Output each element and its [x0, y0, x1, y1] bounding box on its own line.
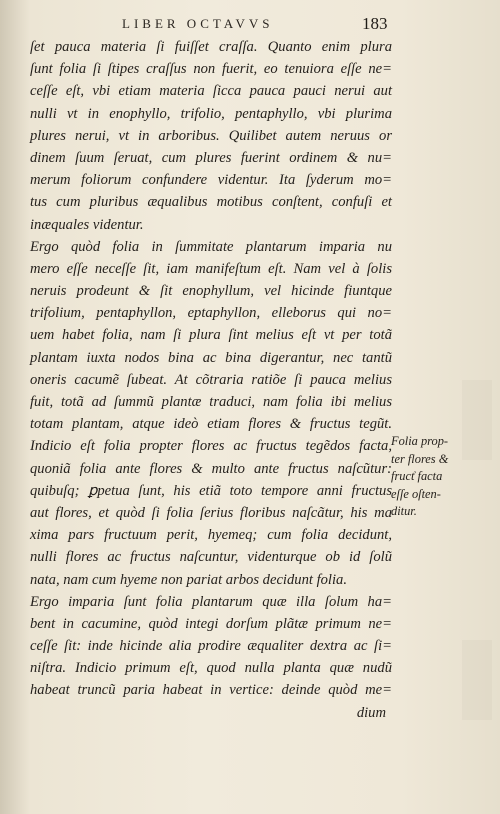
show-through	[462, 640, 492, 720]
text-line: Ergo quòd folia in ſummitate plantarum imparia nu	[30, 238, 392, 255]
text-line: plures nerui, vt in arboribus. Quilibet autem neruus or	[30, 127, 392, 144]
text-line: quibuſq; ꝑpetua ſunt, his etiã toto tempore anni fructus	[30, 482, 392, 499]
text-line: nata, nam cum hyeme non pariat arbos decidunt folia.	[30, 571, 347, 588]
margin-note	[391, 433, 473, 521]
body-text	[30, 36, 392, 724]
margin-note-line: ditur.	[391, 504, 417, 518]
catchword: dium	[356, 704, 386, 721]
text-line: ceſſe eſt, vbi etiam materia ſicca pauca pauci nerui aut	[30, 83, 392, 100]
page-number: 183	[362, 14, 388, 33]
text-line: xima pars fructuum perit, hyemeq; cum folia decidunt,	[30, 527, 392, 544]
text-line: oneris cacumẽ ſubeat. At cõtraria ratiõe ſi pauca melius	[30, 371, 392, 388]
text-line: uem habet folia, nam ſi plura ſint melius eſt vt per totã	[30, 327, 392, 344]
text-line: neruis prodeunt & ſit enophyllum, vel hicinde fiuntque	[30, 283, 392, 300]
text-line: ſet pauca materia ſi fuiſſet craſſa. Quanto enim plura	[30, 39, 392, 55]
text-line: tus cum pluribus æqualibus motibus conſtent, confuſi et	[30, 194, 392, 211]
text-line: mero eſſe neceſſe ſit, iam manifeſtum eſt. Nam vel à ſolis	[30, 260, 392, 277]
text-line: plantam iuxta nodos bina ac bina digerantur, nec tantũ	[30, 349, 392, 366]
text-line: dinem ſuum ſeruat, cum plures fuerint ordinem & nu=	[30, 149, 392, 166]
text-line: ceſſe ſit: inde hicinde alia prodire æqualiter dextra ac ſi=	[30, 638, 392, 655]
margin-note-line: fruct͗ facta	[391, 469, 443, 483]
text-line: inæquales videntur.	[30, 216, 144, 233]
running-title: LIBER OCTAVVS	[122, 16, 274, 31]
text-line: bent in cacumine, quòd integi dorſum plãtæ primum ne=	[30, 615, 392, 632]
text-line: nulli flores ac fructus naſcuntur, videnturque ob id ſolũ	[30, 549, 392, 566]
margin-note-line: ter flores &	[391, 451, 449, 466]
text-line: quoniã folia ante flores & multo ante fructus naſcũtur:	[30, 460, 392, 477]
text-line: fuit, totã ad ſummũ plantæ traduci, nam folia ibi melius	[30, 394, 392, 410]
text-line: trifolium, pentaphyllon, eptaphyllon, elleborus qui no=	[30, 305, 392, 322]
text-line: niſtra. Indicio primum eſt, quod nulla planta quæ nudũ	[30, 660, 392, 677]
margin-note-line: eſſe oſten-	[391, 486, 441, 501]
text-line: merum foliorum confundere videntur. Ita ſyderum mo=	[30, 172, 392, 189]
text-line: aut flores, et quòd ſi folia ſerius floribus naſcãtur, his ma	[30, 504, 392, 521]
text-line: Ergo imparia ſunt folia plantarum quæ illa ſolum ha=	[30, 593, 392, 610]
text-line: ſunt folia ſi ſtipes craſſus non fuerit, eo tenuiora eſſe ne=	[30, 61, 392, 78]
running-head	[0, 14, 500, 36]
text-line: Indicio eſt folia propter flores ac fructus tegẽdos facta,	[30, 438, 392, 455]
text-line: totam plantam, atque ideò etiam flores & fructus tegũt.	[30, 416, 392, 433]
show-through	[462, 380, 492, 460]
text-line: habeat truncũ paria habeat in vertice: deinde quòd me=	[30, 682, 392, 699]
margin-note-line: Folia prop-	[391, 434, 449, 448]
text-line: nulli vt in enophyllo, trifolio, pentaphyllo, vbi plurima	[30, 105, 392, 122]
